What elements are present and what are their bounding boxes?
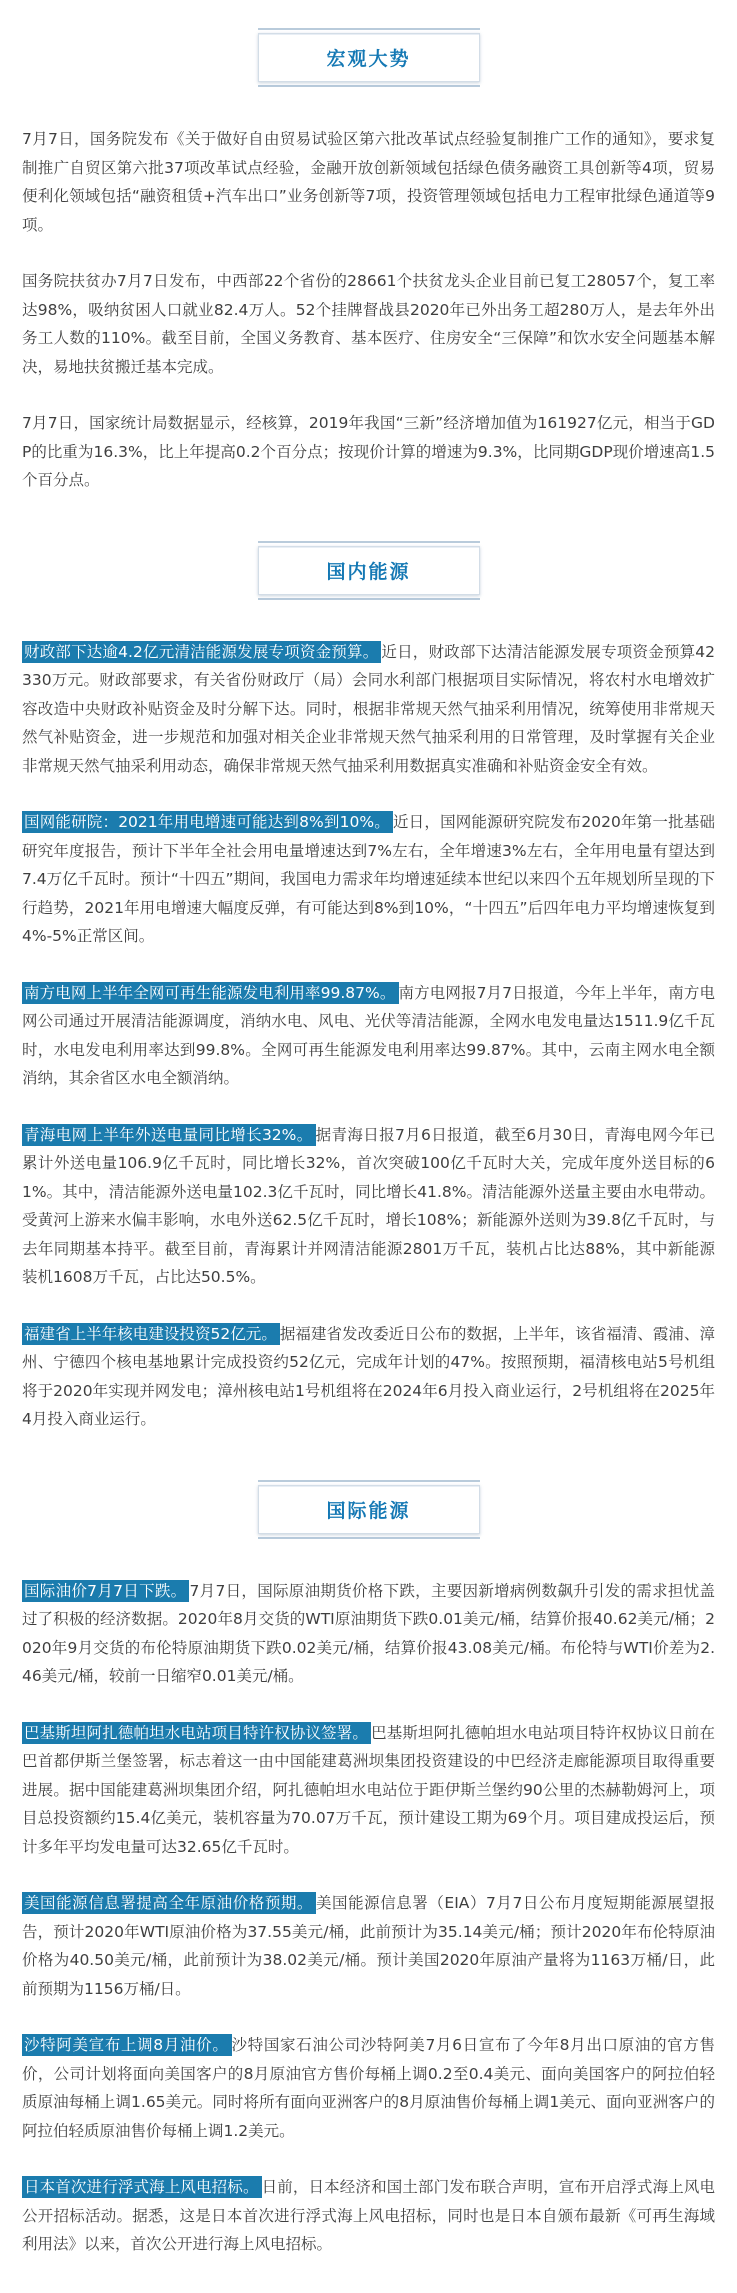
news-paragraph [22, 267, 715, 381]
news-paragraph [22, 1320, 715, 1434]
news-paragraph [22, 1889, 715, 2003]
section-header-domestic [258, 541, 480, 600]
news-paragraph [22, 2031, 715, 2145]
news-paragraph [22, 638, 715, 781]
paragraph-text: 7月7日，国际原油期货价格下跌，主要因新增病例数飙升引发的需求担忧盖过了积极的经济数据。2020年8月交货的WTI原油期货下跌0.01美元/桶，结算价报40.62美元/桶；2020年9月交货的布伦特原油期货下跌0.02美元/桶，结算价报43.08美元/桶。布伦特与WTI价差为2.46美元/桶，较前一日缩窄0.01美元/桶。 [22, 1581, 715, 1685]
section-domestic-energy [22, 541, 715, 1434]
news-paragraph [22, 979, 715, 1093]
news-paragraph [22, 1121, 715, 1292]
section-header-international [258, 1480, 480, 1539]
news-headline-highlight: 国网能研院：2021年用电增速可能达到8%到10%。 [22, 811, 393, 833]
news-headline-highlight: 日本首次进行浮式海上风电招标。 [22, 2176, 262, 2198]
news-headline-highlight: 国际油价7月7日下跌。 [22, 1580, 189, 1602]
paragraph-text: 美国能源信息署（EIA）7月7日公布月度短期能源展望报告，预计2020年WTI原油价格为37.55美元/桶，此前预计为35.14美元/桶；预计2020年布伦特原油价格为40.50美元/桶，此前预计为38.02美元/桶。预计美国2020年原油产量将为1163万桶/日，此前预期为1156万桶/日。 [22, 1894, 715, 1998]
paragraph-text: 近日，国网能源研究院发布2020年第一批基础研究年度报告，预计下半年全社会用电量增速达到7%左右，全年增速3%左右，全年用电量有望达到7.4万亿千瓦时。预计“十四五”期间，我国电力需求年均增速延续本世纪以来四个五年规划所呈现的下行趋势，2021年用电增速大幅度反弹，有可能达到8%到10%，“十四五”后四年电力平均增速恢复到4%-5%正常区间。 [22, 813, 715, 945]
news-paragraph [22, 125, 715, 239]
news-paragraph [22, 1719, 715, 1862]
paragraph-text: 据青海日报7月6日报道，截至6月30日，青海电网今年已累计外送电量106.9亿千瓦时，同比增长32%，首次突破100亿千瓦时大关，完成年度外送目标的61%。其中，清洁能源外送电量102.3亿千瓦时，同比增长41.8%。清洁能源外送量主要由水电带动。受黄河上游来水偏丰影响，水电外送62.5亿千瓦时，增长108%；新能源外送则为39.8亿千瓦时，与去年同期基本持平。截至目前，青海累计并网清洁能源2801万千瓦，装机占比达88%，其中新能源装机1608万千瓦，占比达50.5%。 [22, 1125, 716, 1286]
news-paragraph [22, 2173, 715, 2259]
paragraph-text: 日前，日本经济和国土部门发布联合声明，宣布开启浮式海上风电公开招标活动。据悉，这是日本首次进行浮式海上风电招标，同时也是日本自颁布最新《可再生海域利用法》以来，首次公开进行海上风电招标。 [22, 2178, 715, 2253]
news-paragraph [22, 409, 715, 495]
paragraph-text: 7月7日，国家统计局数据显示，经核算，2019年我国“三新”经济增加值为161927亿元，相当于GDP的比重为16.3%，比上年提高0.2个百分点；按现价计算的增速为9.3%，比同期GDP现价增速高1.5个百分点。 [22, 414, 715, 489]
paragraph-text: 7月7日，国务院发布《关于做好自由贸易试验区第六批改革试点经验复制推广工作的通知》，要求复制推广自贸区第六批37项改革试点经验，金融开放创新领域包括绿色债务融资工具创新等4项，贸易便利化领域包括“融资租赁+汽车出口”业务创新等7项，投资管理领域包括电力工程审批绿色通道等9项。 [22, 130, 715, 234]
paragraph-text: 沙特国家石油公司沙特阿美7月6日宣布了今年8月出口原油的官方售价，公司计划将面向美国客户的8月原油官方售价每桶上调0.2至0.4美元、面向美国客户的阿拉伯轻质原油每桶上调1.65美元。同时将所有面向亚洲客户的8月原油售价每桶上调1美元、面向亚洲客户的阿拉伯轻质原油售价每桶上调1.2美元。 [22, 2036, 715, 2140]
news-headline-highlight: 福建省上半年核电建设投资52亿元。 [22, 1323, 280, 1345]
paragraph-text: 据福建省发改委近日公布的数据，上半年，该省福清、霞浦、漳州、宁德四个核电基地累计完成投资约52亿元，完成年计划的47%。按照预期，福清核电站5号机组将于2020年实现并网发电；漳州核电站1号机组将在2024年6月投入商业运行，2号机组将在2025年4月投入商业运行。 [22, 1324, 715, 1428]
section-international-energy [22, 1480, 715, 2259]
section-macro-trends [22, 28, 715, 495]
section-title-domestic: 国内能源 [258, 546, 480, 595]
news-headline-highlight: 美国能源信息署提高全年原油价格预期。 [22, 1892, 316, 1914]
paragraph-text: 南方电网报7月7日报道，今年上半年，南方电网公司通过开展清洁能源调度，消纳水电、风电、光伏等清洁能源，全网水电发电量达1511.9亿千瓦时，水电发电利用率达到99.8%。全网可再生能源发电利用率达99.87%。其中，云南主网水电全额消纳，其余省区水电全额消纳。 [22, 983, 715, 1087]
news-headline-highlight: 青海电网上半年外送电量同比增长32%。 [22, 1124, 316, 1146]
news-headline-highlight: 南方电网上半年全网可再生能源发电利用率99.87%。 [22, 982, 399, 1004]
news-headline-highlight: 巴基斯坦阿扎德帕坦水电站项目特许权协议签署。 [22, 1722, 371, 1744]
paragraph-text: 巴基斯坦阿扎德帕坦水电站项目特许权协议日前在巴首都伊斯兰堡签署，标志着这一由中国能建葛洲坝集团投资建设的中巴经济走廊能源项目取得重要进展。据中国能建葛洲坝集团介绍，阿扎德帕坦水电站位于距伊斯兰堡约90公里的杰赫勒姆河上，项目总投资额约15.4亿美元，装机容量为70.07万千瓦，预计建设工期为69个月。项目建成投运后，预计多年平均发电量可达32.65亿千瓦时。 [22, 1723, 715, 1856]
news-paragraph [22, 808, 715, 951]
section-title-international: 国际能源 [258, 1485, 480, 1534]
paragraph-text: 国务院扶贫办7月7日发布，中西部22个省份的28661个扶贫龙头企业目前已复工28057个，复工率达98%，吸纳贫困人口就业82.4万人。52个挂牌督战县2020年已外出务工超280万人，是去年外出务工人数的110%。截至目前，全国义务教育、基本医疗、住房安全“三保障”和饮水安全问题基本解决，易地扶贫搬迁基本完成。 [22, 272, 715, 376]
paragraph-text: 近日，财政部下达清洁能源发展专项资金预算42330万元。财政部要求，有关省份财政厅（局）会同水利部门根据项目实际情况，将农村水电增效扩容改造中央财政补贴资金及时分解下达。同时，根据非常规天然气抽采利用情况，统筹使用非常规天然气补贴资金，进一步规范和加强对相关企业非常规天然气抽采利用的日常管理，及时掌握有关企业非常规天然气抽采利用动态，确保非常规天然气抽采利用数据真实准确和补贴资金安全有效。 [22, 642, 715, 775]
section-title-macro: 宏观大势 [258, 33, 480, 82]
news-headline-highlight: 财政部下达逾4.2亿元清洁能源发展专项资金预算。 [22, 641, 381, 663]
section-header-macro [258, 28, 480, 87]
news-headline-highlight: 沙特阿美宣布上调8月油价。 [22, 2034, 232, 2056]
news-paragraph [22, 1577, 715, 1691]
